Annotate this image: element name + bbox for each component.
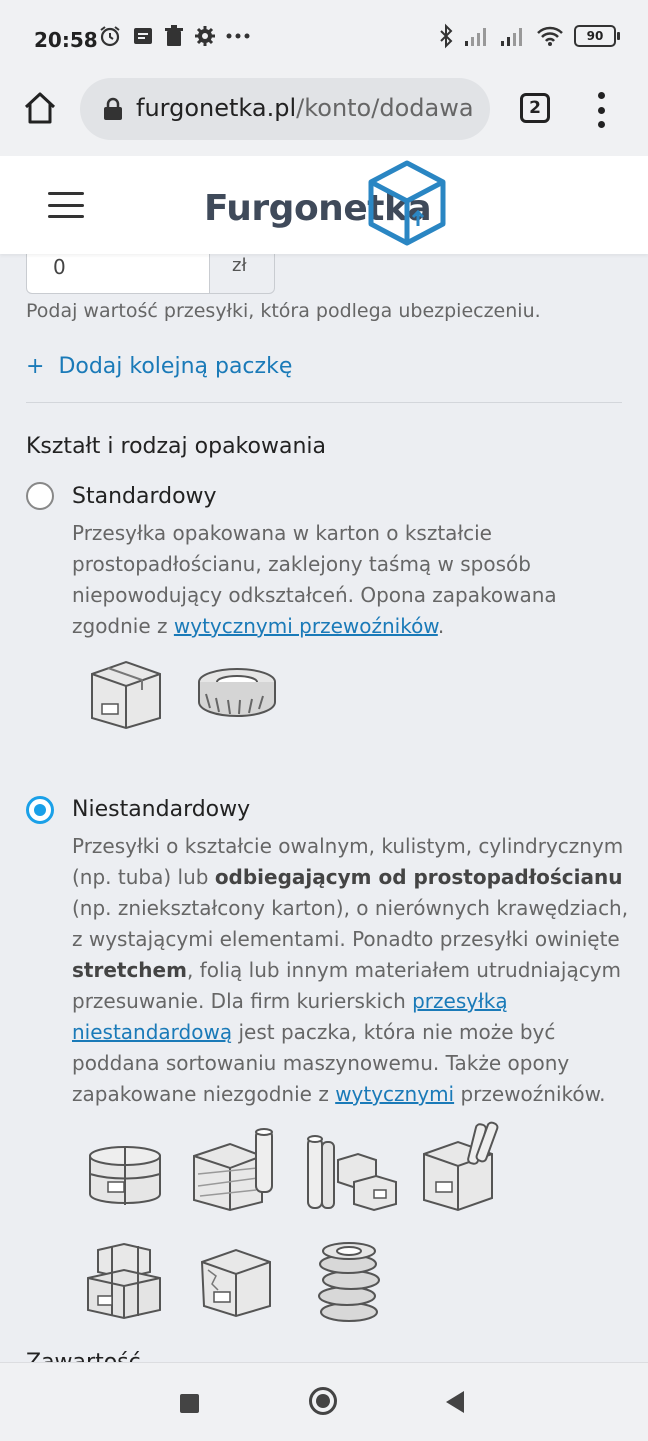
address-bar[interactable] (80, 78, 490, 140)
recents-button[interactable] (180, 1394, 199, 1413)
signal-icon (500, 25, 526, 47)
url-path: /konto/dodawa (296, 94, 474, 122)
option-nonstandard-description: Przesyłki o kształcie owalnym, kulistym, cylindrycznym (np. tuba) lub odbiegającym od prostopadłościanu (np. zniekształcony karton), o nierównych krawędziach, z wystającymi elementami. Ponadto przesyłki owinięte stretchem, folią lub innym materiałem utrudniającym przesuwanie. Dla firm kurierskich przesyłką niestandardową jest paczka, która nie może być poddana sortowaniu maszynowemu. Także opony zapakowane niezgodnie z wytycznymi przewoźników. (72, 834, 629, 1106)
damaged-box-icon (198, 1244, 274, 1320)
tab-switcher-button[interactable]: 2 (520, 93, 550, 123)
url-text (136, 94, 476, 122)
status-bar (0, 0, 648, 78)
tubes-and-boxes-icon (304, 1130, 400, 1212)
box-icon (88, 654, 164, 730)
signal-icon (464, 25, 490, 47)
carrier-guidelines-link[interactable]: wytycznymi przewoźników (173, 614, 438, 638)
value-unit: zł (209, 234, 275, 294)
divider (26, 402, 622, 403)
radio-nonstandard[interactable] (26, 796, 54, 824)
logo-box-icon (368, 160, 446, 246)
hamburger-menu-button[interactable] (48, 192, 84, 218)
box-with-rolls-icon (420, 1120, 502, 1212)
tire-stack-icon (316, 1240, 382, 1324)
option-standard-title: Standardowy (72, 484, 217, 509)
value-help-text: Podaj wartość przesyłki, która podlega ubezpieczeniu. (26, 300, 541, 322)
message-icon (132, 25, 154, 47)
form-content (0, 254, 648, 1362)
stretch-wrapped-box-icon (190, 1126, 280, 1212)
wrapped-bundle-icon (84, 1138, 166, 1210)
home-button[interactable] (22, 90, 58, 126)
url-domain: furgonetka.pl (136, 94, 297, 122)
site-header (0, 156, 648, 254)
back-button[interactable] (446, 1391, 464, 1413)
bluetooth-icon (438, 24, 454, 48)
home-icon (22, 90, 58, 126)
radio-standard[interactable] (26, 482, 54, 510)
trash-icon (164, 25, 184, 47)
wifi-icon (536, 25, 564, 47)
value-input[interactable]: 0 (26, 234, 210, 294)
browser-menu-button[interactable] (596, 92, 606, 128)
home-nav-button[interactable] (309, 1387, 337, 1415)
option-standard-description: Przesyłka opakowana w karton o kształcie prostopadłościanu, zaklejony taśmą w sposób niepowodujący odkształceń. Opona zapakowana zgodnie z wytycznymi przewoźników. (72, 521, 557, 638)
browser-toolbar (0, 78, 648, 156)
guidelines-link[interactable]: wytycznymi (335, 1082, 455, 1106)
more-icon (226, 31, 250, 41)
plus-icon: + (26, 354, 45, 379)
option-nonstandard-title: Niestandardowy (72, 797, 251, 822)
logo-text: Furgonetka (204, 188, 432, 229)
clock: 20:58 (34, 28, 98, 52)
settings-icon (194, 25, 216, 47)
add-package-label: Dodaj kolejną paczkę (58, 354, 293, 379)
nonstandard-parcel-link[interactable]: przesyłką niestandardową (72, 989, 508, 1044)
stacked-boxes-icon (84, 1240, 164, 1320)
tire-icon (196, 666, 278, 718)
alarm-icon (98, 24, 122, 48)
lock-icon (102, 97, 124, 121)
packaging-section-title: Kształt i rodzaj opakowania (26, 434, 326, 459)
add-package-link[interactable] (26, 354, 292, 379)
android-nav-bar (0, 1362, 648, 1441)
battery-indicator: 90 (574, 25, 616, 47)
